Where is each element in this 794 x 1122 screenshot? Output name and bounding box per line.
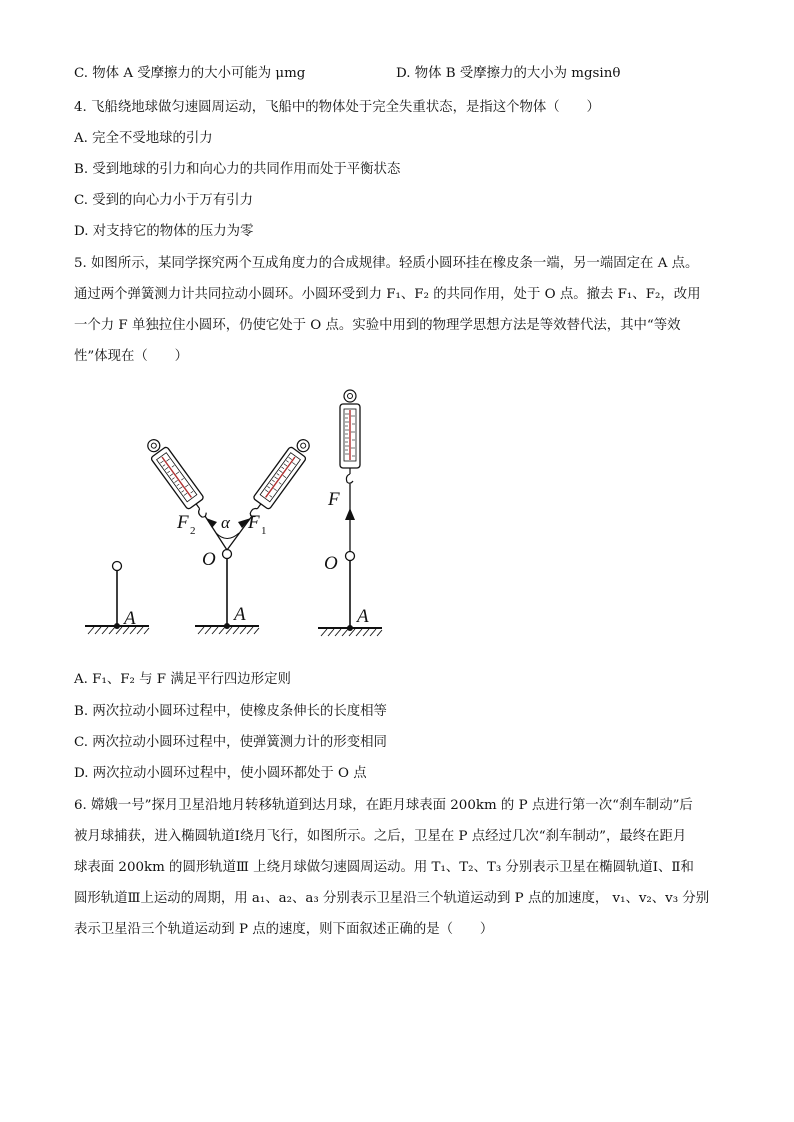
q4-option-b: B. 受到地球的引力和向心力的共同作用而处于平衡状态 (74, 162, 401, 177)
force-f1-subscript: 1 (261, 525, 267, 537)
point-a-label: A (124, 608, 136, 629)
force-experiment-figure (80, 388, 400, 638)
point-o-label: O (324, 553, 338, 574)
q5-stem-line-3: 一个力 F 单独拉住小圆环，仍使它处于 O 点。实验中用到的物理学思想方法是等效替代法，其中“等效 (74, 318, 681, 333)
q6-stem-line-4: 圆形轨道Ⅲ上运动的周期，用 a₁、a₂、a₃ 分别表示卫星沿三个轨道运动到 P 点的加速度， v₁、v₂、v₃ 分别 (74, 891, 710, 906)
q6-stem-line-2: 被月球捕获，进入椭圆轨道Ⅰ绕月飞行，如图所示。之后，卫星在 P 点经过几次“刹车制动”，最终在距月 (74, 829, 687, 844)
q4-option-a: A. 完全不受地球的引力 (74, 131, 213, 146)
q4-option-d: D. 对支持它的物体的压力为零 (74, 224, 254, 239)
setup-two-spring-gauges (142, 435, 315, 634)
point-a-label: A (357, 606, 369, 627)
q6-stem-line-1: 6. 嫦娥一号”探月卫星沿地月转移轨道到达月球，在距月球表面 200km 的 P 点进行第一次“刹车制动”后 (74, 798, 693, 813)
angle-alpha-label: α (221, 513, 230, 532)
force-f-label: F (328, 489, 340, 510)
q3-option-d: D. 物体 B 受摩擦力的大小为 mgsinθ (396, 66, 621, 81)
force-f1-label: F (248, 512, 260, 533)
force-f2-subscript: 2 (190, 525, 196, 537)
q4-option-c: C. 受到的向心力小于万有引力 (74, 193, 253, 208)
q5-stem-line-4: 性”体现在（ ） (74, 349, 188, 364)
q5-stem-line-1: 5. 如图所示，某同学探究两个互成角度力的合成规律。轻质小圆环挂在橡皮条一端，另一端固定在 A 点。 (74, 256, 699, 271)
q5-option-a: A. F₁、F₂ 与 F 满足平行四边形定则 (74, 672, 291, 687)
q5-option-d: D. 两次拉动小圆环过程中，使小圆环都处于 O 点 (74, 766, 367, 781)
q6-stem-line-5: 表示卫星沿三个轨道运动到 P 点的速度，则下面叙述正确的是（ ） (74, 922, 494, 937)
q3-option-c: C. 物体 A 受摩擦力的大小可能为 μmg (74, 66, 306, 81)
force-f2-label: F (177, 512, 189, 533)
q5-option-c: C. 两次拉动小圆环过程中，使弹簧测力计的形变相同 (74, 735, 387, 750)
setup-rubber-band-only (85, 562, 149, 635)
point-a-label: A (234, 604, 246, 625)
point-o-label: O (202, 549, 216, 570)
q6-stem-line-3: 球表面 200km 的圆形轨道Ⅲ 上绕月球做匀速圆周运动。用 T₁、T₂、T₃ 分别表示卫星在椭圆轨道Ⅰ、Ⅱ和 (74, 860, 694, 875)
q5-stem-line-2: 通过两个弹簧测力计共同拉动小圆环。小圆环受到力 F₁、F₂ 的共同作用，处于 O 点。撤去 F₁、F₂，改用 (74, 287, 701, 302)
q4-stem: 4. 飞船绕地球做匀速圆周运动，飞船中的物体处于完全失重状态，是指这个物体（ ） (74, 100, 600, 115)
setup-single-spring-gauge (318, 390, 382, 636)
q5-option-b: B. 两次拉动小圆环过程中，使橡皮条伸长的长度相等 (74, 704, 387, 719)
